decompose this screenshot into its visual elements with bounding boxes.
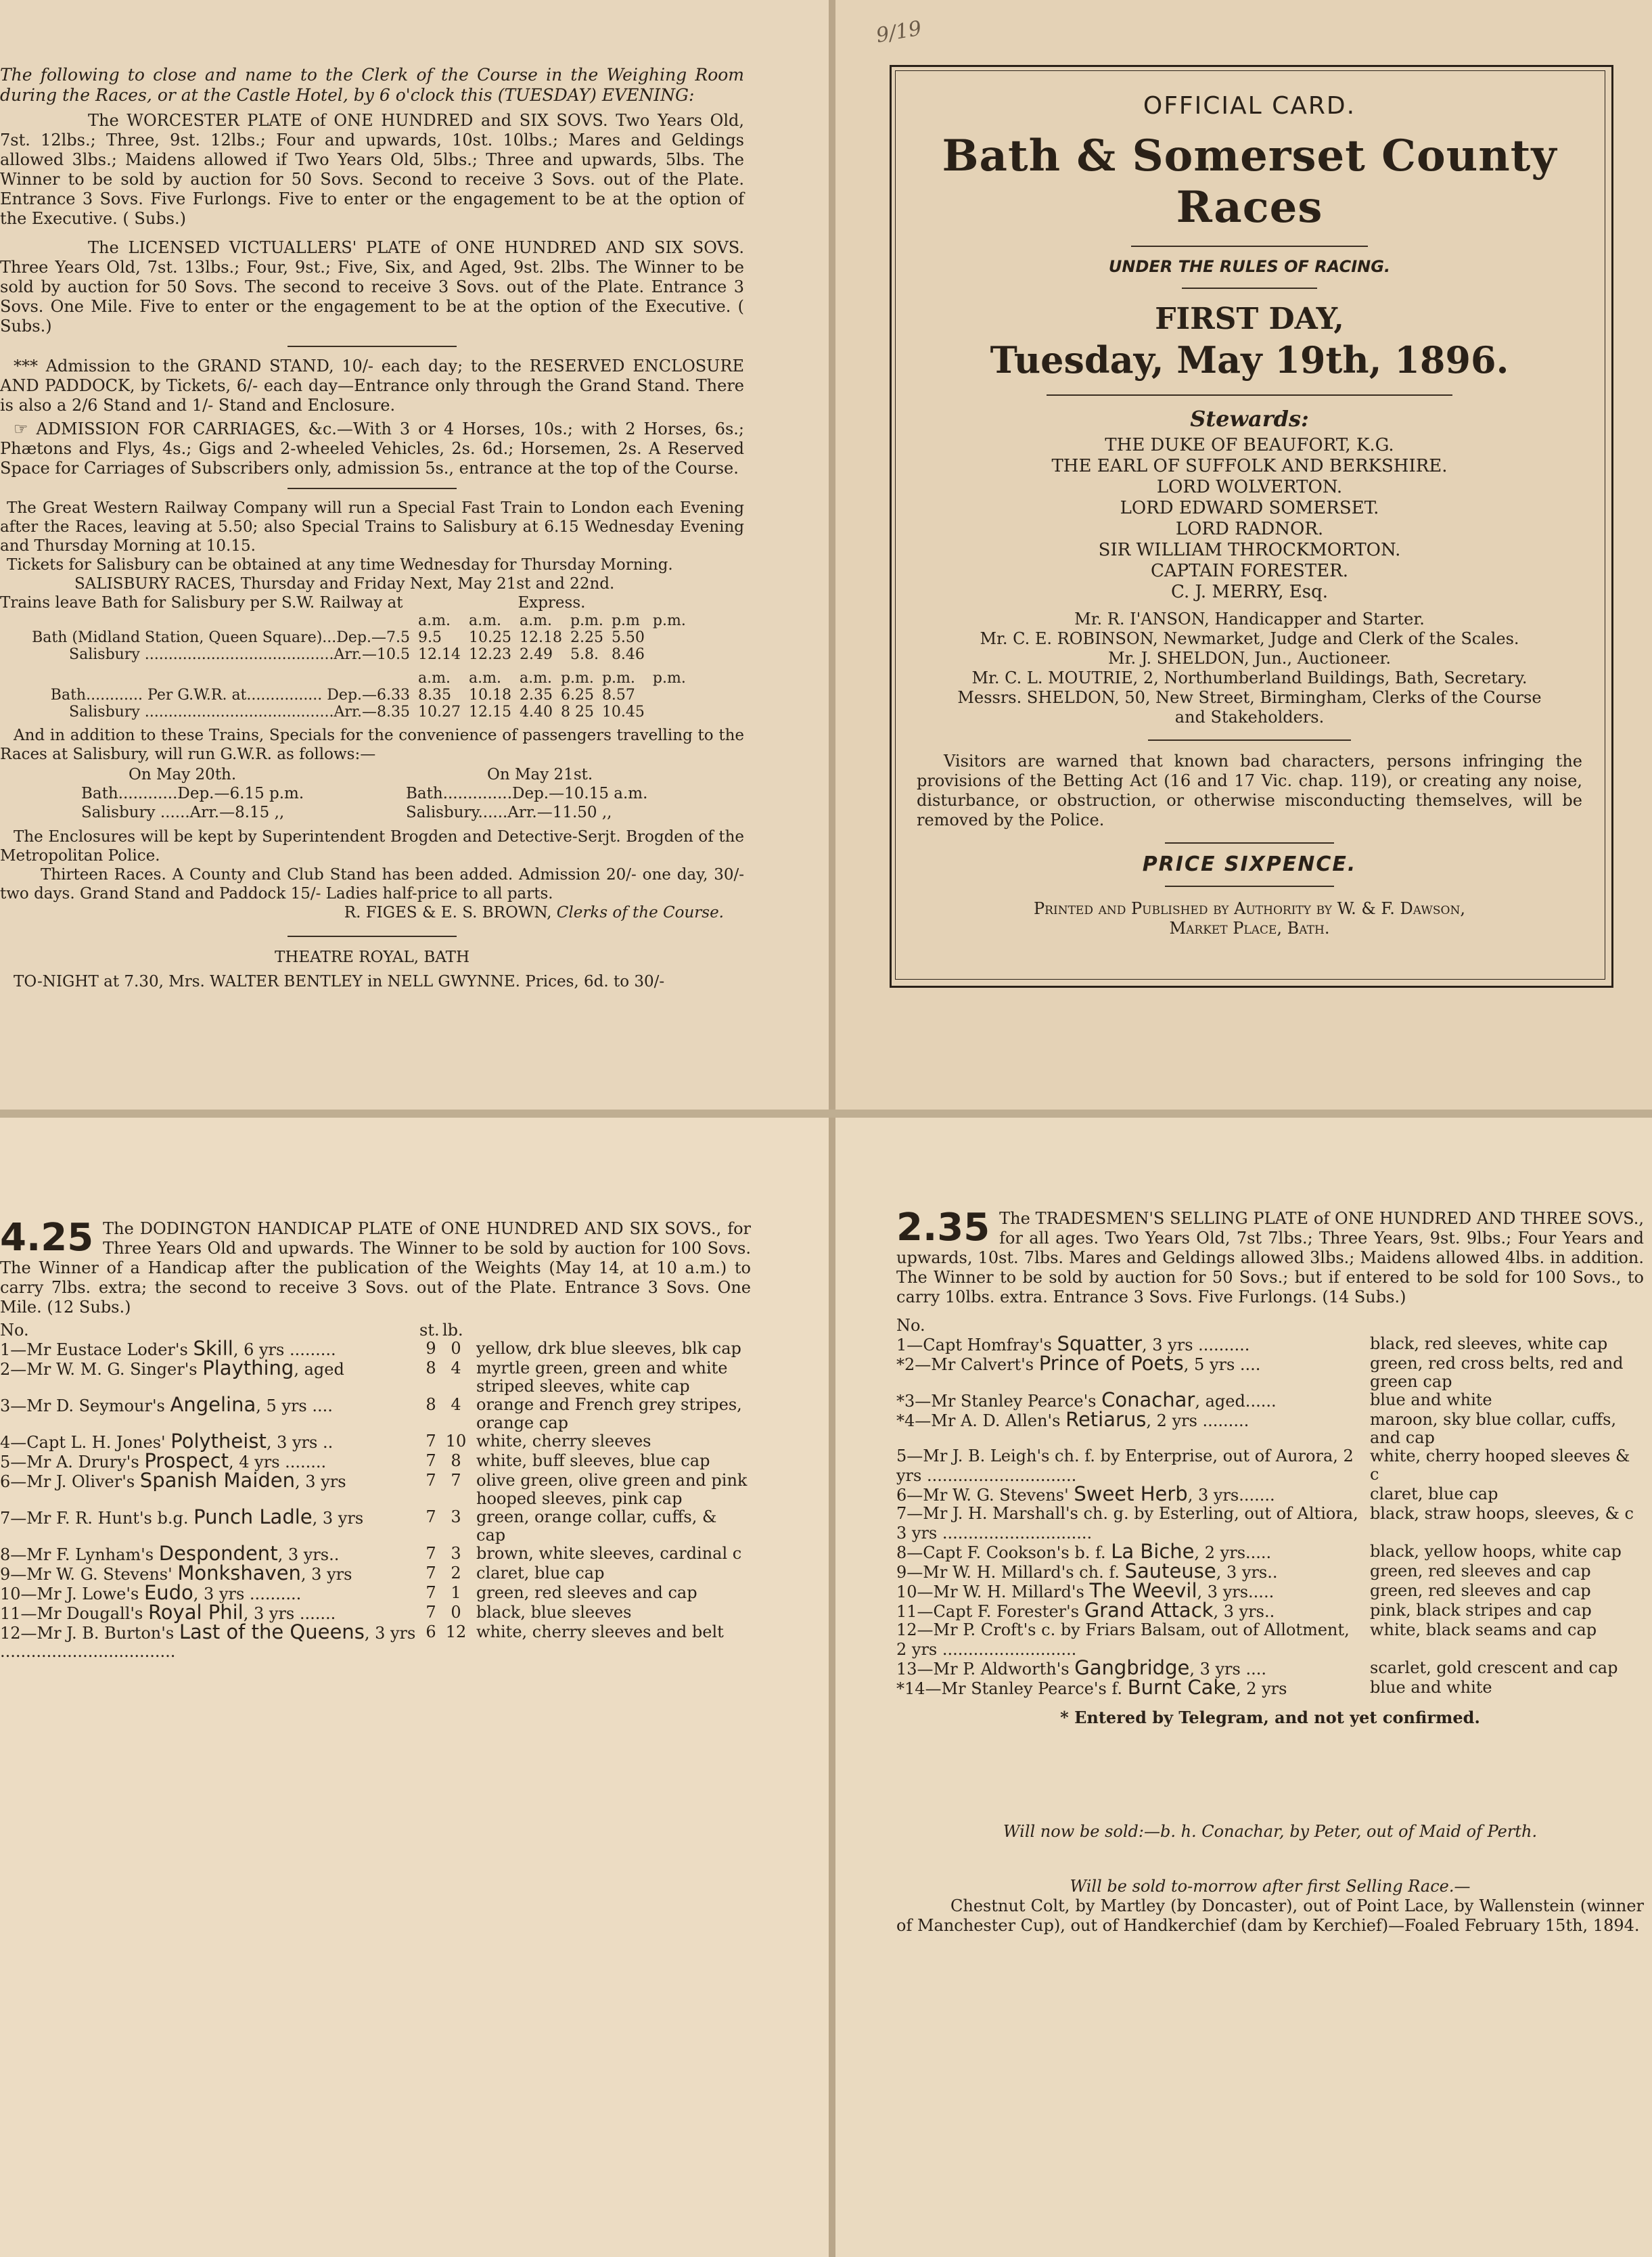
- entry-weight-st: 6: [426, 1622, 436, 1641]
- entry-number: 11: [0, 1604, 21, 1623]
- entry-age: , 3 yrs..: [1216, 1563, 1278, 1582]
- card-title: Bath & Somerset County Races: [942, 131, 1557, 233]
- sw-railway-timetable: [0, 612, 690, 663]
- official: Mr. C. E. ROBINSON, Newmarket, Judge and Clerk of the Scales.: [980, 629, 1519, 648]
- entry-horse: Angelina: [170, 1393, 256, 1416]
- race-day: FIRST DAY,: [1155, 302, 1344, 336]
- entry-owner: —Mr J. Oliver's: [10, 1472, 135, 1491]
- entry-number: 7: [896, 1504, 907, 1523]
- col-st: st.: [419, 1321, 440, 1340]
- may21-arr: Salisbury......Arr.—11.50 ,,: [406, 804, 612, 821]
- entry-weight-st: 7: [426, 1603, 436, 1622]
- entry-owner: —Mr D. Seymour's: [10, 1396, 165, 1415]
- entry-horse: Eudo: [143, 1581, 193, 1604]
- telegram-note: * Entered by Telegram, and not yet confirmed.: [1060, 1708, 1480, 1727]
- entry-number: 10: [0, 1585, 21, 1603]
- entry-owner: —Mr F. Lynham's: [10, 1545, 154, 1564]
- stewards-list: [910, 435, 1589, 603]
- col-no: No.: [896, 1316, 925, 1335]
- entry-number: 11: [896, 1602, 917, 1621]
- tt-cell: 2.49: [519, 646, 553, 663]
- entry-owner: —Capt Homfray's: [907, 1336, 1052, 1354]
- tt-cell: 12.15: [468, 704, 511, 721]
- entry-colours: myrtle green, green and white striped sleeves, white cap: [476, 1359, 728, 1396]
- steward: LORD RADNOR.: [1175, 519, 1324, 539]
- entry-weight-lb: 2: [451, 1564, 461, 1582]
- sold-now: Will now be sold:—b. h. Conachar, by Peter, out of Maid of Perth.: [1003, 1822, 1538, 1841]
- entry-row: [0, 1432, 751, 1452]
- entry-weight-st: 7: [426, 1564, 436, 1582]
- official: Mr. R. I'ANSON, Handicapper and Starter.: [1074, 610, 1425, 629]
- horizontal-fold: [0, 1110, 1652, 1118]
- entry-horse: Prince of Poets: [1038, 1352, 1184, 1375]
- entry-weight-st: 8: [426, 1359, 436, 1377]
- entry-owner: —Mr A. D. Allen's: [915, 1411, 1061, 1430]
- entry-age: , 3 yrs ..........: [1142, 1336, 1250, 1354]
- entry-colours: green, red sleeves and cap: [476, 1583, 697, 1602]
- entry-weight-lb: 1: [451, 1583, 461, 1602]
- entry-owner: —Mr Eustace Loder's: [10, 1340, 188, 1359]
- entry-weight-st: 7: [426, 1583, 436, 1602]
- entry-age: , 2 yrs .........: [1146, 1411, 1249, 1430]
- clerks-signature: R. FIGES & E. S. BROWN,: [344, 904, 552, 921]
- entry-weight-lb: 4: [451, 1395, 461, 1414]
- tt-cell: 8.57: [601, 687, 635, 704]
- entry-colours: claret, blue cap: [476, 1564, 605, 1582]
- tt-cell: 8.46: [611, 646, 645, 663]
- tt-head: p.m.: [560, 670, 594, 687]
- page-top-right: [835, 0, 1652, 1110]
- entry-weight-lb: 7: [451, 1471, 461, 1490]
- entry-age: , 3 yrs: [312, 1509, 364, 1528]
- col-no: No.: [0, 1321, 29, 1340]
- tt-head: a.m.: [519, 670, 552, 687]
- thirteen-races-notice: Thirteen Races. A County and Club Stand has been added. Admission 20/- one day, 30/- two days. Grand Stand and Paddock 15/- Ladies half-price to all parts.: [0, 866, 744, 903]
- steward: SIR WILLIAM THROCKMORTON.: [1098, 540, 1401, 560]
- entry-horse: Punch Ladle: [193, 1505, 313, 1528]
- entry-number: 9: [0, 1565, 11, 1584]
- entry-owner: —Mr W. M. G. Singer's: [10, 1360, 198, 1379]
- may20-dep: Bath............Dep.—6.15 p.m.: [81, 785, 304, 802]
- entry-age: .............................: [927, 1466, 1077, 1485]
- entry-colours: green, red sleeves and cap: [1370, 1581, 1591, 1600]
- official: Mr. C. L. MOUTRIE, 2, Northumberland Buildings, Bath, Secretary.: [971, 668, 1528, 687]
- entry-row: [896, 1447, 1644, 1485]
- entry-horse: Gangbridge: [1074, 1656, 1190, 1679]
- entry-row: [896, 1543, 1644, 1562]
- official: Mr. J. SHELDON, Jun., Auctioneer.: [1108, 649, 1391, 668]
- police-warning: Visitors are warned that known bad characters, persons infringing the provisions of the Betting Act (16 and 17 Vic. chap. 119), or creating any noise, disturbance, or obstruction, or otherwise misconducting themselves, will be removed by the Police.: [917, 752, 1582, 829]
- worcester-plate: The WORCESTER PLATE of ONE HUNDRED and SIX SOVS. Two Years Old, 7st. 12lbs.; Three, 9st. 12lbs.; Four and upwards, 10st. 10lbs.; Mares and Geldings allowed 3lbs.; Maidens allowed if Two Years Old, 5lbs.; Three and upwards, 5lbs. The Winner to be sold by auction for 50 Sovs. Second to receive 3 Sovs. out of the Plate. Entrance 3 Sovs. Five Furlongs. Five to enter or the engagement to be at the option of the Executive. ( Subs.): [0, 111, 744, 228]
- race-425-entries: [0, 1321, 751, 1661]
- entry-horse: Grand Attack: [1084, 1599, 1214, 1622]
- sold-tomorrow-heading: Will be sold to-morrow after first Selling Race.—: [1070, 1877, 1471, 1896]
- entry-owner: —Mr W. H. Millard's ch. f.: [907, 1563, 1120, 1582]
- entry-colours: brown, white sleeves, cardinal c: [476, 1544, 742, 1563]
- entry-colours: scarlet, gold crescent and cap: [1370, 1658, 1618, 1677]
- tt-cell: 2.35: [519, 687, 553, 704]
- official: Messrs. SHELDON, 50, New Street, Birmingham, Clerks of the Course and Stakeholders.: [957, 688, 1542, 727]
- entry-owner: —Mr J. B. Burton's: [20, 1624, 175, 1643]
- entry-number: 3: [0, 1396, 11, 1415]
- tt-head: a.m.: [468, 612, 501, 629]
- entry-age: , 3 yrs ..: [266, 1433, 334, 1452]
- entry-row: [896, 1621, 1644, 1659]
- entry-owner: —Mr Dougall's: [20, 1604, 143, 1623]
- tt-head: a.m.: [468, 670, 501, 687]
- entry-row: [0, 1508, 751, 1545]
- entry-weight-lb: 4: [451, 1359, 461, 1377]
- entry-colours: pink, black stripes and cap: [1370, 1601, 1592, 1620]
- entry-age: , 6 yrs .........: [233, 1340, 336, 1359]
- tt-cell: 10.18: [468, 687, 511, 704]
- entry-number: 8: [896, 1543, 907, 1562]
- entry-horse: Monkshaven: [177, 1561, 301, 1585]
- tt-cell: 12.18: [519, 629, 562, 646]
- entry-row: [0, 1396, 751, 1432]
- railway-notice: The Great Western Railway Company will run a Special Fast Train to London each Evening after the Races, leaving at 5.50; also Special Trains to Salisbury at 6.15 Wednesday Evening and Thursday Morning at 10.15.: [0, 499, 744, 555]
- race-date: Tuesday, May 19th, 1896.: [990, 338, 1509, 382]
- entry-colours: blue and white: [1370, 1678, 1492, 1697]
- entry-row: [0, 1472, 751, 1508]
- entry-number: *2: [896, 1355, 915, 1374]
- entry-horse: Polytheist: [170, 1430, 267, 1453]
- carriage-admission: ☞ ADMISSION FOR CARRIAGES, &c.—With 3 or 4 Horses, 10s.; with 2 Horses, 6s.; Phætons and Flys, 4s.; Gigs and 2-wheeled Vehicles, 2s. 6d.; Horsemen, 2s. A Reserved Space for Carriages of Subscribers only, admission 5s., entrance at the top of the Course.: [0, 419, 744, 478]
- clerks-role: Clerks of the Course.: [556, 904, 724, 921]
- entry-horse: Despondent: [158, 1542, 278, 1565]
- entry-weight-st: 7: [426, 1507, 436, 1526]
- entry-row: [896, 1679, 1644, 1698]
- tt-cell: 5.50: [611, 629, 645, 646]
- entry-age: , aged: [294, 1360, 344, 1379]
- entry-age: , 3 yrs ....: [1189, 1660, 1266, 1679]
- entry-owner: —Mr Calvert's: [915, 1355, 1034, 1374]
- price: PRICE SIXPENCE.: [1142, 852, 1357, 876]
- entry-number: 6: [896, 1486, 907, 1505]
- special-trains: [0, 765, 744, 822]
- tt-head: p.m.: [652, 612, 686, 629]
- entry-number: 10: [896, 1582, 917, 1601]
- steward: LORD EDWARD SOMERSET.: [1120, 498, 1379, 518]
- tt-head: a.m.: [519, 612, 552, 629]
- entry-colours: orange and French grey stripes, orange cap: [476, 1395, 742, 1432]
- entry-age: , 3 yrs.....: [1197, 1582, 1275, 1601]
- printer: Printed and Published by Authority by W. & F. Dawson,: [1034, 899, 1465, 918]
- tt-head: a.m.: [418, 612, 451, 629]
- race-conditions: The DODINGTON HANDICAP PLATE of ONE HUNDRED AND SIX SOVS., for Three Years Old and upwards. The Winner to be sold by auction for 100 Sovs. The Winner of a Handicap after the publication of the Weights (May 14, at 10 a.m.) to carry 7lbs. extra; the second to receive 3 Sovs. out of the Plate. Entrance 3 Sovs. One Mile. (12 Subs.): [0, 1219, 751, 1317]
- center-fold: [829, 0, 835, 2257]
- entry-horse: Sauteuse: [1124, 1559, 1216, 1582]
- tt-cell: 12.23: [468, 646, 511, 663]
- entry-weight-lb: 3: [451, 1507, 461, 1526]
- entry-owner: —Mr W. G. Stevens': [907, 1486, 1069, 1505]
- entry-age: , 3 yrs: [295, 1472, 346, 1491]
- tickets-notice: Tickets for Salisbury can be obtained at any time Wednesday for Thursday Morning.: [7, 556, 673, 574]
- tt-head: a.m.: [418, 670, 451, 687]
- page-bottom-left: [0, 1118, 829, 2257]
- entry-colours: white, cherry sleeves and belt: [476, 1622, 724, 1641]
- entry-row: [896, 1562, 1644, 1582]
- tt-cell: 4.40: [519, 704, 553, 721]
- entry-colours: yellow, drk blue sleeves, blk cap: [476, 1339, 741, 1358]
- entry-colours: black, straw hoops, sleeves, & c: [1370, 1504, 1634, 1523]
- entry-age: , 5 yrs ....: [1183, 1355, 1261, 1374]
- entry-owner: —Mr Stanley Pearce's f.: [925, 1679, 1123, 1698]
- entry-colours: green, red cross belts, red and green cap: [1370, 1354, 1624, 1391]
- specials-notice: And in addition to these Trains, Specials for the convenience of passengers travelling to the Races at Salisbury, will run G.W.R. as follows:—: [0, 727, 744, 763]
- entry-row: [896, 1659, 1644, 1679]
- entry-row: [0, 1545, 751, 1564]
- entry-owner: —Mr J. H. Marshall's ch. g. by Esterling, out of Altiora, 3 yrs: [896, 1504, 1358, 1543]
- entry-number: 5: [0, 1453, 11, 1472]
- entry-age: , 3 yrs .......: [243, 1604, 336, 1623]
- tt-cell: 10.25: [468, 629, 511, 646]
- tt-row-label: Bath............ Per G.W.R. at................ Dep.—6.33: [50, 687, 410, 704]
- entry-row: [896, 1335, 1644, 1354]
- race-235-header: [896, 1206, 1644, 1307]
- entry-number: 12: [0, 1624, 21, 1643]
- entry-colours: green, red sleeves and cap: [1370, 1561, 1591, 1580]
- steward: LORD WOLVERTON.: [1156, 477, 1343, 497]
- entry-horse: The Weevil: [1089, 1579, 1197, 1602]
- entry-colours: black, red sleeves, white cap: [1370, 1334, 1608, 1353]
- handwritten-note: 9/19: [874, 16, 923, 48]
- tt-cell: 8.35: [418, 687, 451, 704]
- entry-age: , 2 yrs: [1235, 1679, 1287, 1698]
- entry-owner: —Mr W. H. Millard's: [917, 1582, 1084, 1601]
- entry-horse: Burnt Cake: [1127, 1676, 1236, 1699]
- tt-row-label: Salisbury ........................................Arr.—10.5: [69, 646, 410, 663]
- may21-title: On May 21st.: [487, 766, 593, 783]
- tt-row-label: Salisbury ........................................Arr.—8.35: [69, 704, 410, 721]
- entry-horse: Squatter: [1057, 1332, 1142, 1355]
- entry-horse: Conachar: [1101, 1388, 1195, 1411]
- entry-owner: —Mr P. Croft's c. by Friars Balsam, out of Allotment, 2 yrs: [896, 1620, 1350, 1659]
- entry-colours: black, yellow hoops, white cap: [1370, 1542, 1622, 1561]
- printer-address: Market Place, Bath.: [1169, 919, 1330, 938]
- entry-owner: —Capt F. Forester's: [917, 1602, 1080, 1621]
- rules-of-racing: UNDER THE RULES OF RACING.: [1108, 257, 1391, 276]
- entry-horse: La Biche: [1111, 1540, 1195, 1563]
- entry-horse: Plaything: [202, 1357, 294, 1380]
- entry-colours: black, blue sleeves: [476, 1603, 632, 1622]
- entry-age: , 2 yrs.....: [1194, 1543, 1272, 1562]
- entry-colours: olive green, olive green and pink hooped sleeves, pink cap: [476, 1471, 748, 1508]
- entry-number: *14: [896, 1679, 925, 1698]
- entry-weight-st: 7: [426, 1432, 436, 1451]
- entry-weight-st: 7: [426, 1544, 436, 1563]
- col-lb: lb.: [442, 1321, 463, 1340]
- tt-cell: 10.45: [601, 704, 645, 721]
- entry-row: [0, 1603, 751, 1623]
- entry-weight-lb: 0: [451, 1339, 461, 1358]
- entry-age: , 3 yrs..: [277, 1545, 340, 1564]
- entry-owner: —Mr F. R. Hunt's b.g.: [10, 1509, 189, 1528]
- entry-owner: —Capt F. Cookson's b. f.: [907, 1543, 1106, 1562]
- entry-colours: white, buff sleeves, blue cap: [476, 1451, 710, 1470]
- entry-horse: Royal Phil: [147, 1601, 244, 1624]
- trains-leave: Trains leave Bath for Salisbury per S.W. Railway at: [0, 594, 403, 612]
- entry-age: , 5 yrs ....: [256, 1396, 333, 1415]
- entry-weight-st: 8: [426, 1395, 436, 1414]
- entry-weight-lb: 3: [451, 1544, 461, 1563]
- entry-owner: —Mr J. B. Leigh's ch. f. by Enterprise, out of Aurora, 2 yrs: [896, 1446, 1354, 1485]
- tt-cell: 6.25: [560, 687, 594, 704]
- grand-stand-admission: *** Admission to the GRAND STAND, 10/- each day; to the RESERVED ENCLOSURE AND PADDOCK, by Tickets, 6/- each day—Entrance only through the Grand Stand. There is also a 2/6 Stand and 1/- Stand and Enclosure.: [0, 357, 744, 415]
- entry-number: 1: [0, 1340, 11, 1359]
- entry-colours: white, black seams and cap: [1370, 1620, 1597, 1639]
- tt-head: p.m: [611, 612, 640, 629]
- entry-number: 13: [896, 1660, 917, 1679]
- tt-head: p.m.: [652, 670, 686, 687]
- express-label: Express.: [518, 594, 586, 612]
- entry-horse: Sweet Herb: [1074, 1482, 1188, 1505]
- entry-number: 2: [0, 1360, 11, 1379]
- entry-age: ..........................: [942, 1640, 1077, 1659]
- police-notice: The Enclosures will be kept by Superintendent Brogden and Detective-Serjt. Brogden of the Metropolitan Police.: [0, 828, 744, 865]
- entry-age: , 3 yrs: [300, 1565, 352, 1584]
- race-time: 2.35: [896, 1206, 990, 1250]
- steward: THE DUKE OF BEAUFORT, K.G.: [1105, 435, 1394, 455]
- entry-row: [896, 1505, 1644, 1543]
- entry-row: [896, 1582, 1644, 1601]
- officials-list: [910, 610, 1589, 727]
- steward: CAPTAIN FORESTER.: [1150, 561, 1349, 581]
- entry-row: [0, 1584, 751, 1603]
- entry-owner: —Mr Stanley Pearce's: [915, 1392, 1097, 1411]
- entry-age: , 4 yrs ........: [229, 1453, 327, 1472]
- entry-row: [896, 1411, 1644, 1447]
- entry-weight-lb: 12: [445, 1622, 467, 1641]
- entry-number: 9: [896, 1563, 907, 1582]
- race-time: 4.25: [0, 1216, 94, 1260]
- entry-row: [0, 1359, 751, 1396]
- entry-horse: Retiarus: [1065, 1408, 1147, 1431]
- may20-arr: Salisbury ......Arr.—8.15 ,,: [81, 804, 285, 821]
- entry-age: , 3 yrs ..................................: [0, 1624, 416, 1661]
- entry-weight-st: 7: [426, 1471, 436, 1490]
- entry-weight-lb: 8: [451, 1451, 461, 1470]
- race-235-entries: [896, 1317, 1644, 1698]
- entry-number: *3: [896, 1392, 915, 1411]
- salisbury-races-title: SALISBURY RACES, Thursday and Friday Next, May 21st and 22nd.: [74, 575, 615, 593]
- entry-colours: maroon, sky blue collar, cuffs, and cap: [1370, 1410, 1617, 1447]
- may20-title: On May 20th.: [129, 766, 237, 783]
- entry-row: [0, 1623, 751, 1661]
- tt-head: p.m.: [570, 612, 603, 629]
- entry-age: , 3 yrs ..........: [193, 1585, 302, 1603]
- entry-owner: —Mr J. Lowe's: [20, 1585, 139, 1603]
- entry-number: 12: [896, 1620, 917, 1639]
- page-top-left: [0, 0, 829, 1110]
- entry-row: [896, 1485, 1644, 1505]
- entry-number: 7: [0, 1509, 11, 1528]
- entry-row: [0, 1564, 751, 1584]
- entry-horse: Spanish Maiden: [139, 1469, 296, 1492]
- entry-age: , 3 yrs..: [1213, 1602, 1275, 1621]
- entry-colours: green, orange collar, cuffs, & cap: [476, 1507, 717, 1545]
- steward: C. J. MERRY, Esq.: [1171, 582, 1328, 602]
- intro-note: The following to close and name to the Clerk of the Course in the Weighing Room during the Races, or at the Castle Hotel, by 6 o'clock this (TUESDAY) EVENING:: [0, 65, 744, 105]
- entry-colours: blue and white: [1370, 1390, 1492, 1409]
- entry-row: [0, 1452, 751, 1472]
- entry-number: 6: [0, 1472, 11, 1491]
- tt-head: p.m.: [601, 670, 635, 687]
- entry-weight-lb: 10: [445, 1432, 467, 1451]
- entry-owner: —Mr W. G. Stevens': [10, 1565, 173, 1584]
- entry-horse: Last of the Queens: [179, 1620, 365, 1643]
- tt-cell: 5.8.: [570, 646, 599, 663]
- entry-owner: —Mr P. Aldworth's: [917, 1660, 1070, 1679]
- tt-cell: 9.5: [418, 629, 442, 646]
- entry-colours: white, cherry sleeves: [476, 1432, 651, 1451]
- official-card: OFFICIAL CARD.: [1143, 92, 1356, 120]
- tt-cell: 12.14: [418, 646, 461, 663]
- tt-cell: 8 25: [560, 704, 594, 721]
- entry-row: [896, 1354, 1644, 1391]
- entry-owner: —Capt L. H. Jones': [10, 1433, 166, 1452]
- entry-colours: claret, blue cap: [1370, 1484, 1498, 1503]
- entry-number: 8: [0, 1545, 11, 1564]
- entry-age: , 3 yrs.......: [1187, 1486, 1275, 1505]
- entry-age: .............................: [942, 1524, 1093, 1543]
- entry-row: [0, 1340, 751, 1359]
- may21-dep: Bath..............Dep.—10.15 a.m.: [406, 785, 648, 802]
- entry-number: 4: [0, 1433, 11, 1452]
- entry-horse: Skill: [193, 1337, 233, 1360]
- entry-row: [896, 1601, 1644, 1621]
- tt-cell: 10.27: [418, 704, 461, 721]
- entry-number: *4: [896, 1411, 915, 1430]
- entry-weight-lb: 0: [451, 1603, 461, 1622]
- entry-weight-st: 9: [426, 1339, 436, 1358]
- entry-horse: Prospect: [144, 1449, 229, 1472]
- entry-colours: white, cherry hooped sleeves & c: [1370, 1446, 1630, 1484]
- tt-cell: 2.25: [570, 629, 603, 646]
- entry-weight-st: 7: [426, 1451, 436, 1470]
- stewards-heading: Stewards:: [1190, 406, 1309, 432]
- gw-railway-timetable: [0, 670, 690, 721]
- entry-number: 1: [896, 1336, 907, 1354]
- race-conditions: The TRADESMEN'S SELLING PLATE of ONE HUNDRED AND THREE SOVS., for all ages. Two Years Old, 7st 7lbs.; Three Years, 9st. 9lbs.; Four Years and upwards, 10st. 7lbs. Mares and Geldings allowed 3lbs.; Maidens allowed 4lbs. in addition. The Winner to be sold by auction for 50 Sovs.; but if entered to be sold for 100 Sovs., to carry 10lbs. extra. Entrance 3 Sovs. Five Furlongs. (14 Subs.): [896, 1209, 1644, 1306]
- race-425-header: [0, 1216, 751, 1317]
- entry-row: [896, 1391, 1644, 1411]
- steward: THE EARL OF SUFFOLK AND BERKSHIRE.: [1051, 456, 1448, 476]
- entry-age: , aged......: [1195, 1392, 1277, 1411]
- tt-row-label: Bath (Midland Station, Queen Square)...Dep.—7.5: [32, 629, 410, 646]
- entry-owner: —Mr A. Drury's: [10, 1453, 139, 1472]
- sold-tomorrow: Chestnut Colt, by Martley (by Doncaster), out of Point Lace, by Wallenstein (winner of Manchester Cup), out of Handkerchief (dam by Kerchief)—Foaled February 15th, 1894.: [896, 1896, 1644, 1935]
- licensed-victuallers-plate: The LICENSED VICTUALLERS' PLATE of ONE HUNDRED AND SIX SOVS. Three Years Old, 7st. 13lbs.; Four, 9st.; Five, Six, and Aged, 9st. 2lbs. The Winner to be sold by auction for 50 Sovs. The second to receive 3 Sovs. out of the Plate. Entrance 3 Sovs. One Mile. Five to enter or the engagement to be at the option of the Executive. ( Subs.): [0, 238, 744, 336]
- page-bottom-right: [835, 1118, 1652, 2257]
- theatre-title: THEATRE ROYAL, BATH: [274, 949, 470, 966]
- theatre-notice: TO-NIGHT at 7.30, Mrs. WALTER BENTLEY in NELL GWYNNE. Prices, 6d. to 30/-: [14, 973, 665, 990]
- entry-number: 5: [896, 1446, 907, 1465]
